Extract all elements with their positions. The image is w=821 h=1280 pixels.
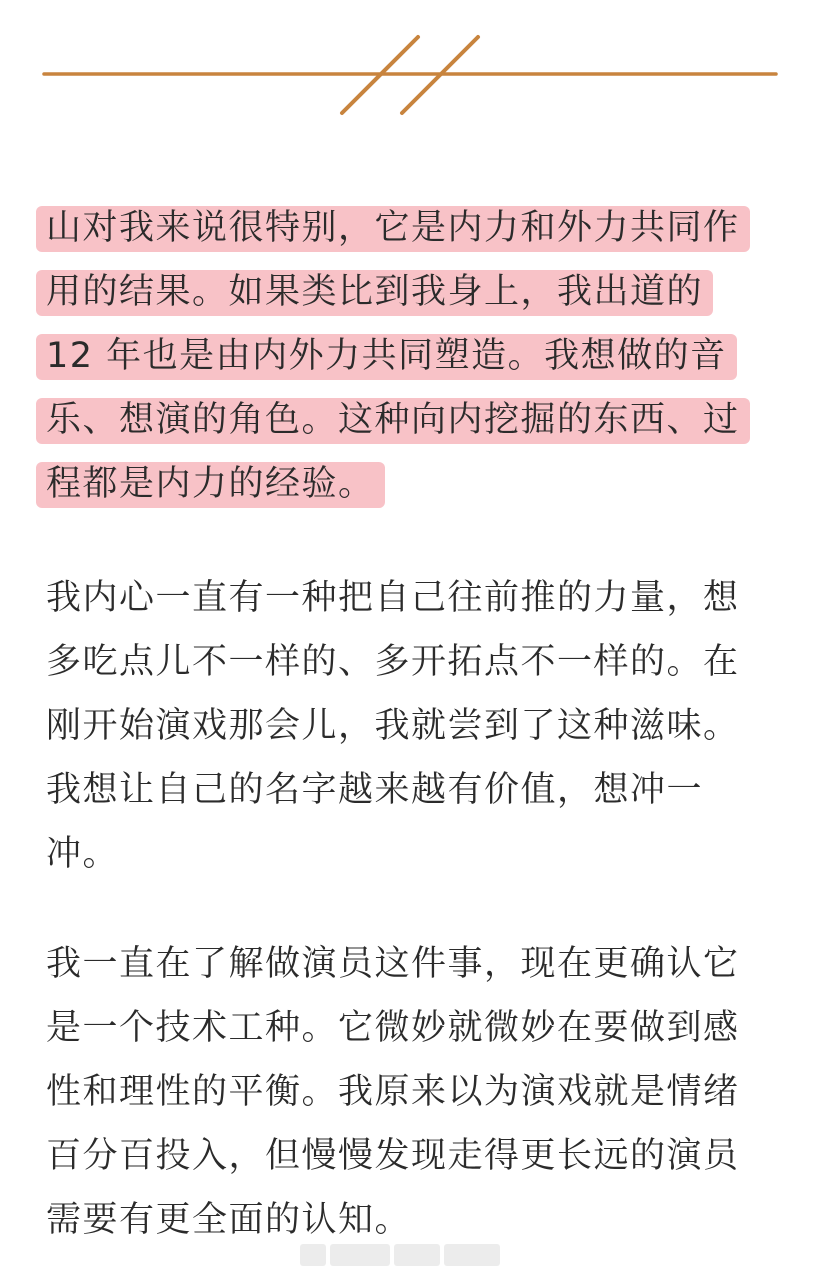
text-line <box>44 630 784 694</box>
text-line <box>44 260 784 324</box>
text-line <box>44 996 784 1060</box>
text-line-content: 性和理性的平衡。我原来以为演戏就是情绪 <box>46 1072 740 1112</box>
divider-slash-icon <box>0 0 821 130</box>
text-line-content: 乐、想演的角色。这种向内挖掘的东西、过 <box>44 388 742 452</box>
paragraph-highlighted <box>44 196 784 516</box>
text-line-content: 冲。 <box>46 834 120 874</box>
text-line <box>44 1188 784 1252</box>
paragraph <box>44 932 784 1252</box>
text-line-content: 刚开始演戏那会儿，我就尝到了这种滋味。 <box>46 706 740 746</box>
text-line <box>44 388 784 452</box>
ornament-divider <box>0 0 821 130</box>
text-line-content: 12 年也是由内外力共同塑造。我想做的音 <box>44 324 729 388</box>
text-line-content: 我想让自己的名字越来越有价值，想冲一 <box>46 770 704 810</box>
text-line-content: 多吃点儿不一样的、多开拓点不一样的。在 <box>46 642 740 682</box>
text-line-content: 需要有更全面的认知。 <box>46 1200 412 1240</box>
text-line-content: 百分百投入，但慢慢发现走得更长远的演员 <box>46 1136 740 1176</box>
text-line-content: 是一个技术工种。它微妙就微妙在要做到感 <box>46 1008 740 1048</box>
text-line <box>44 1124 784 1188</box>
text-line-content: 我内心一直有一种把自己往前推的力量，想 <box>46 578 740 618</box>
text-line-content: 我一直在了解做演员这件事，现在更确认它 <box>46 944 740 984</box>
text-line <box>44 694 784 758</box>
paragraph <box>44 566 784 886</box>
text-line-content: 用的结果。如果类比到我身上，我出道的 <box>44 260 705 324</box>
text-line <box>44 822 784 886</box>
text-line-content: 山对我来说很特别，它是内力和外力共同作 <box>44 196 742 260</box>
text-line <box>44 932 784 996</box>
text-line <box>44 1060 784 1124</box>
text-line <box>44 566 784 630</box>
text-line-content: 程都是内力的经验。 <box>44 452 377 516</box>
text-line <box>44 324 784 388</box>
watermark <box>300 1244 520 1268</box>
text-line <box>44 196 784 260</box>
text-line <box>44 452 784 516</box>
text-line <box>44 758 784 822</box>
